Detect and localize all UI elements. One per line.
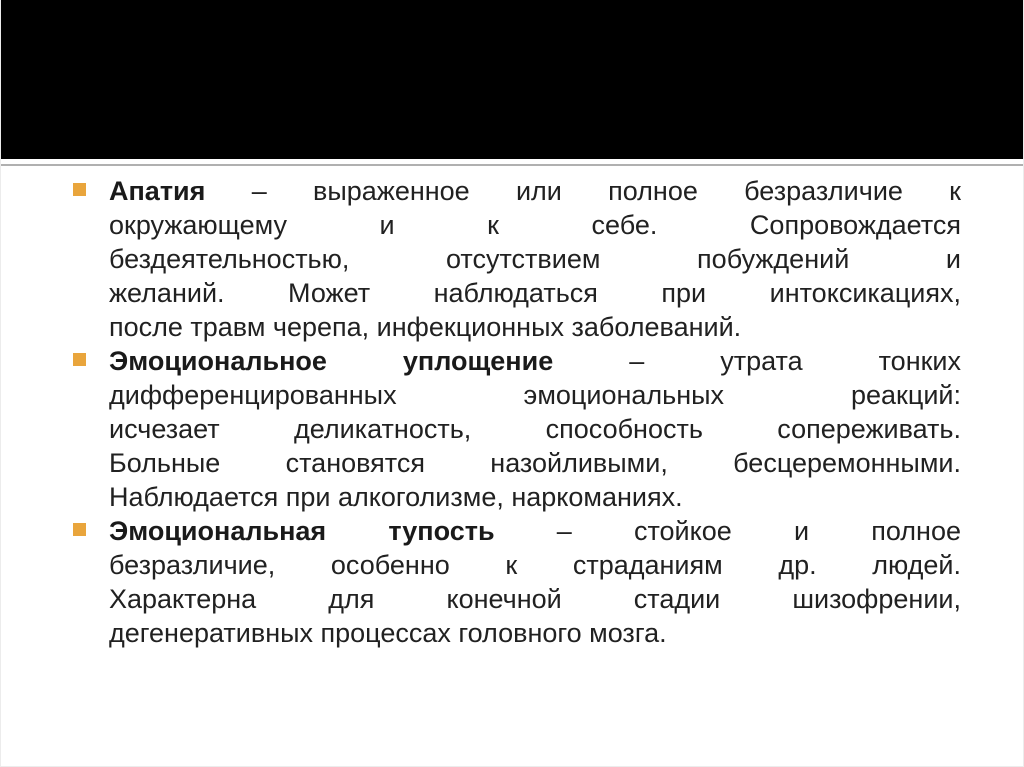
text-line: Наблюдается при алкоголизме, наркоманиях. [109,482,683,512]
term-apathy: Апатия [109,176,206,206]
text-line: дегенеративных процессах головного мозга. [109,618,667,648]
text-line [109,174,961,208]
bullet-item-apathy [109,174,961,344]
text-line: дифференцированных эмоциональных реакций: [109,380,961,410]
text-line: Больные становятся назойливыми, бесцеремонными. [109,448,961,478]
text-line [109,344,961,378]
text-line: окружающему и к себе. Сопровождается [109,210,961,240]
text-line: бездеятельностью, отсутствием побуждений и [109,244,961,274]
text-line: исчезает деликатность, способность сопереживать. [109,414,961,444]
text-line: безразличие, особенно к страданиям др. людей. [109,550,961,580]
text-line: желаний. Может наблюдаться при интоксикациях, [109,278,961,308]
text-line: Характерна для конечной стадии шизофрении, [109,584,961,614]
bullet-item-emotional-dullness [109,514,961,650]
square-bullet-icon [73,523,86,536]
slide-body [1,166,1023,650]
line-text: – выраженное или полное безразличие к [251,176,961,206]
text-line: после травм черепа, инфекционных заболеваний. [109,312,742,342]
bullet-item-emotional-flattening [109,344,961,514]
square-bullet-icon [73,183,86,196]
line-text: – утрата тонких [629,346,961,376]
term-emotional-flattening: Эмоциональное уплощение [109,346,554,376]
slide-header-band [1,0,1023,159]
term-emotional-dullness: Эмоциональная тупость [109,516,495,546]
square-bullet-icon [73,353,86,366]
text-line [109,514,961,548]
line-text: – стойкое и полное [556,516,961,546]
